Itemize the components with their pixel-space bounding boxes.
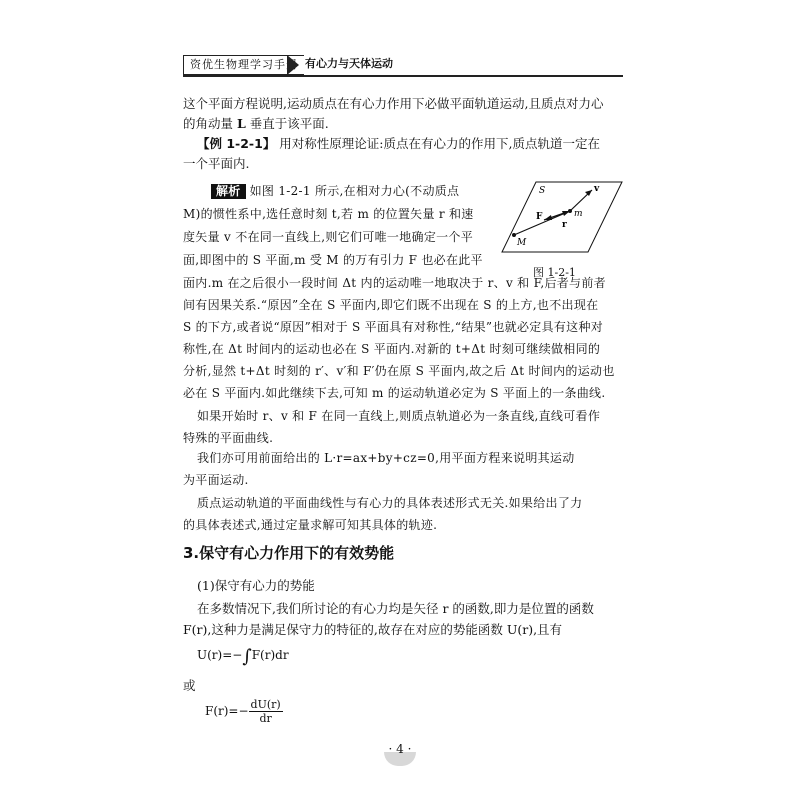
body-line: 在多数情况下,我们所讨论的有心力均是矢径 r 的函数,即力是位置的函数: [197, 601, 594, 616]
solution-tag: 解析: [211, 184, 246, 199]
solution-line: [211, 183, 459, 199]
solution-line: 如果开始时 r、v 和 F 在同一直线上,则质点轨道必为一条直线,直线可看作: [197, 409, 601, 423]
example-line: [197, 136, 600, 152]
or-text: 或: [183, 678, 196, 693]
example-line: 一个平面内.: [183, 156, 250, 171]
chapter-title: 有心力与天体运动: [305, 57, 393, 70]
formula-lhs: F(r)=−: [205, 704, 249, 718]
label-S: S: [539, 186, 546, 196]
header-arrow-icon: [287, 55, 299, 75]
label-r: r: [562, 220, 567, 230]
example-tag: 【例 1-2-1】: [197, 136, 276, 151]
solution-line: M)的惯性系中,选任意时刻 t,若 m 的位置矢量 r 和速: [183, 207, 474, 221]
solution-line: 面,即图中的 S 平面,m 受 M 的万有引力 F 也必在此平: [183, 253, 483, 267]
solution-line: 分析,显然 t+Δt 时刻的 r′、v′和 F′仍在原 S 平面内,故之后 Δt 时间内的运动也: [183, 364, 615, 378]
solution-line: S 的下方,或者说“原因”相对于 S 平面具有对称性,“结果”也就必定具有这种对: [183, 320, 604, 334]
formula-force: [205, 698, 283, 725]
solution-line: 为平面运动.: [183, 473, 249, 487]
label-v: v: [594, 184, 600, 194]
body-line: [183, 116, 329, 132]
solution-line: 质点运动轨道的平面曲线性与有心力的具体表述形式无关.如果给出了力: [197, 496, 583, 510]
page-number: · 4 ·: [388, 742, 412, 756]
text-span: 用对称性原理论证:质点在有心力的作用下,质点轨道一定在: [275, 136, 600, 151]
solution-line: 度矢量 v 不在同一直线上,则它们可唯一地确定一个平: [183, 230, 474, 244]
solution-line: 的具体表述式,通过定量求解可知其具体的轨迹.: [183, 518, 438, 532]
solution-line: 称性,在 Δt 时间内的运动也必在 S 平面内.对新的 t+Δt 时刻可继续做相同的: [183, 342, 601, 356]
body-line: F(r),这种力是满足保守力的特征的,故存在对应的势能函数 U(r),且有: [183, 622, 563, 637]
center-M-dot: [512, 233, 516, 237]
figure-plane-diagram: [498, 178, 624, 258]
label-m: m: [574, 209, 583, 219]
solution-line: 面内.m 在之后很小一段时间 Δt 内的运动唯一地取决于 r、v 和 F,后者与前者: [183, 276, 606, 290]
fraction: [249, 698, 283, 725]
formula-rhs: F(r)dr: [251, 648, 289, 662]
label-F: F: [536, 212, 543, 222]
solution-line: 特殊的平面曲线.: [183, 431, 274, 445]
text-span: 垂直于该平面.: [245, 116, 329, 131]
label-M: M: [517, 238, 527, 248]
vector-symbol: L: [236, 116, 246, 131]
body-line: 这个平面方程说明,运动质点在有心力作用下必做平面轨道运动,且质点对力心: [183, 96, 604, 111]
formula-potential: [197, 646, 289, 667]
sub-heading: (1)保守有心力的势能: [197, 578, 315, 593]
text-span: 如图 1-2-1 所示,在相对力心(不动质点: [249, 184, 460, 198]
figure-caption: 图 1-2-1: [533, 266, 576, 279]
particle-m-dot: [568, 209, 572, 213]
solution-line: 必在 S 平面内.如此继续下去,可知 m 的运动轨道必定为 S 平面上的一条曲线.: [183, 386, 606, 400]
book-title: 资优生物理学习手册: [183, 55, 304, 75]
fraction-denominator: dr: [259, 712, 272, 725]
fraction-numerator: dU(r): [250, 698, 281, 711]
solution-line: 我们亦可用前面给出的 L·r=ax+by+cz=0,用平面方程来说明其运动: [197, 451, 575, 465]
header-rule: [183, 75, 623, 77]
section-heading: 3.保守有心力作用下的有效势能: [183, 544, 395, 562]
formula-lhs: U(r)=−: [197, 648, 243, 662]
solution-line: 间有因果关系.“原因”全在 S 平面内,即它们既不出现在 S 的上方,也不出现在: [183, 298, 599, 312]
vector-F-arrowhead: [544, 215, 552, 220]
text-span: 的角动量: [183, 116, 237, 131]
integral-symbol: ∫: [242, 646, 252, 667]
running-header: [183, 55, 623, 75]
